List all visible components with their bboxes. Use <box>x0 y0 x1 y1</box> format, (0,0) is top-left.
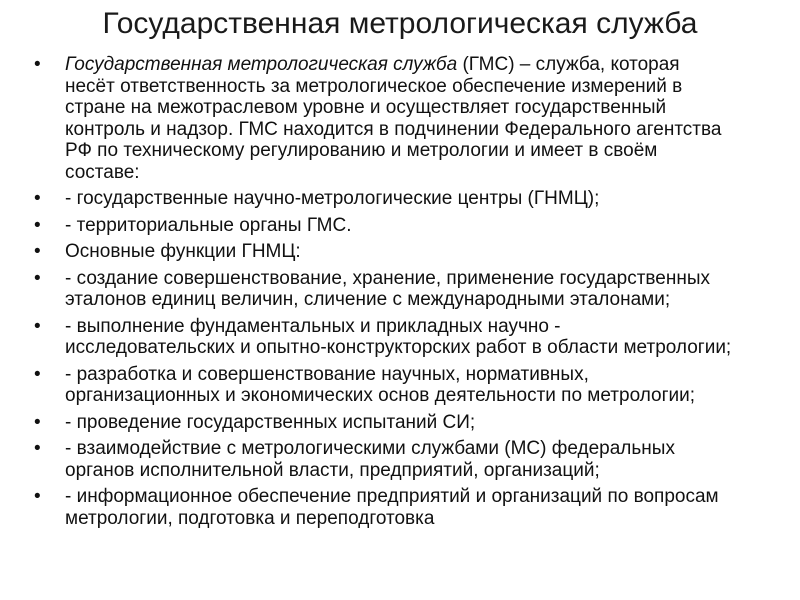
bullet-list <box>34 54 734 534</box>
bullet-item <box>34 268 734 311</box>
bullet-text: - информационное обеспечение предприятий и организаций по вопросам метрологии, подготовка и переподготовка <box>65 486 719 529</box>
bullet-dot-icon: • <box>34 214 41 236</box>
bullet-item <box>34 188 734 210</box>
bullet-dot-icon: • <box>34 363 41 385</box>
bullet-item <box>34 316 734 359</box>
bullet-dot-icon: • <box>34 241 41 262</box>
bullet-dot-icon: • <box>34 438 41 459</box>
bullet-text: - проведение государственных испытаний СИ; <box>65 411 476 433</box>
bullet-item <box>34 54 734 183</box>
bullet-dot-icon: • <box>34 54 41 75</box>
bullet-dot-icon: • <box>34 267 41 289</box>
bullet-item <box>34 241 734 263</box>
slide-title: Государственная метрологическая служба <box>102 7 698 40</box>
bullet-text: - взаимодействие с метрологическими службами (МС) федеральных органов исполнительной власти, предприятий, организаций; <box>65 438 675 481</box>
bullet-text: - разработка и совершенствование научных, нормативных, организационных и экономических основ деятельности по метрологии; <box>65 363 696 406</box>
bullet-text: - выполнение фундаментальных и прикладных научно - исследовательских и опытно-конструкторских работ в области метрологии; <box>65 315 732 358</box>
bullet-text: - территориальные органы ГМС. <box>65 214 352 236</box>
bullet-text: Основные функции ГНМЦ: <box>65 241 301 262</box>
bullet-text: (ГМС) – служба, которая несёт ответственность за метрологическое обеспечение измерений в стране на межотраслевом уровне и осуществляет государственный контроль и надзор. ГМС находится в подчинении Федерального агентства РФ по техническому регулированию и метрологии и имеет в своём составе: <box>65 54 722 183</box>
bullet-text: - государственные научно-метрологические центры (ГНМЦ); <box>65 188 600 209</box>
bullet-item <box>34 438 734 481</box>
bullet-item <box>34 486 734 529</box>
bullet-dot-icon: • <box>34 315 41 337</box>
bullet-item <box>34 364 734 407</box>
bullet-dot-icon: • <box>34 411 41 433</box>
bullet-dot-icon: • <box>34 188 41 209</box>
bullet-item <box>34 215 734 237</box>
bullet-italic-lead: Государственная метрологическая служба <box>65 54 458 75</box>
bullet-item <box>34 412 734 434</box>
bullet-dot-icon: • <box>34 486 41 507</box>
bullet-text: - создание совершенствование, хранение, применение государственных эталонов единиц величин, сличение с международными эталонами; <box>65 267 710 310</box>
